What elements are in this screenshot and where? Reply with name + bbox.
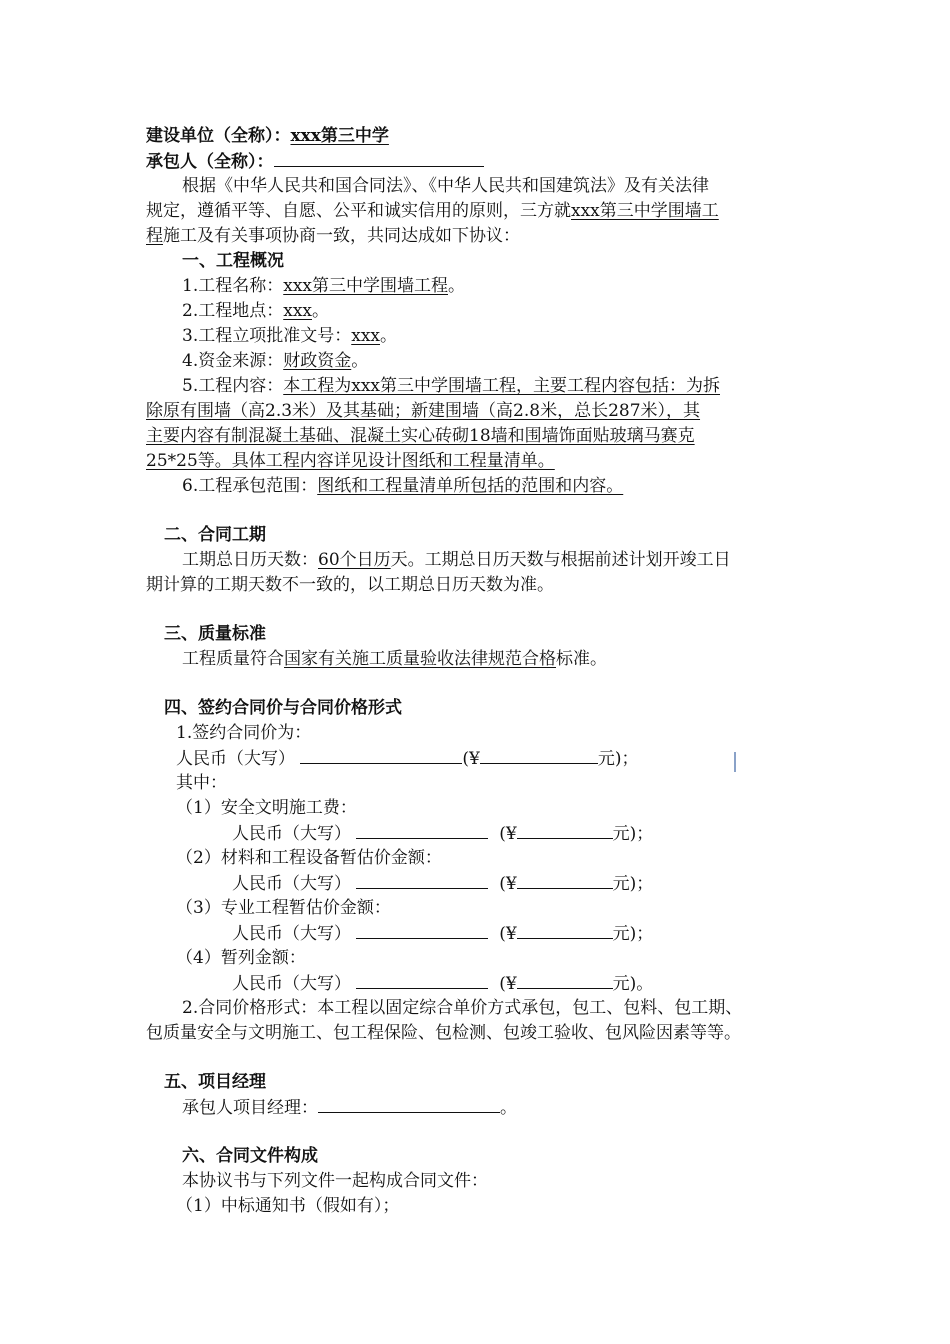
preamble-line-1: 根据《中华人民共和国合同法》、《中华人民共和国建筑法》及有关法律 <box>182 176 709 196</box>
item-label: 1.工程名称： <box>182 276 284 296</box>
s4-sub-4: （4）暂列金额： <box>176 948 306 968</box>
punct: 。 <box>380 326 397 346</box>
s6-item-1: （1）中标通知书（假如有）； <box>176 1196 400 1216</box>
quality-text-end: 标准。 <box>556 649 607 669</box>
s4-sub-3: （3）专业工程暂估价金额： <box>176 898 391 918</box>
preamble-line-2 <box>146 199 810 224</box>
safety-fee-words-blank[interactable] <box>356 821 488 839</box>
builder-line <box>146 124 810 149</box>
contractor-line <box>146 149 810 174</box>
rmb-label: 人民币（大写） <box>176 749 295 769</box>
section-6-title: 六、合同文件构成 <box>182 1146 318 1166</box>
s4-among: 其中： <box>176 773 227 793</box>
punct: 。 <box>351 351 369 371</box>
s1-item-5-line-2: 除原有围墙（高2.3米）及其基础；新建围墙（高2.8米，总长287米），其 <box>146 401 701 421</box>
s4-sub-2: （2）材料和工程设备暂估价金额： <box>176 848 442 868</box>
period-text: 天。工期总日历天数与根据前述计划开竣工日 <box>390 550 731 570</box>
s1-item-1 <box>146 274 810 299</box>
section-1-title: 一、工程概况 <box>182 251 284 271</box>
s1-item-5-line-3: 主要内容有制混凝土基础、混凝土实心砖砌18墙和围墙饰面贴玻璃马赛克 <box>146 426 695 446</box>
item-label: 4.资金来源： <box>182 351 284 371</box>
yen-open: (¥ <box>499 974 517 994</box>
location-value: xxx <box>283 301 312 321</box>
s4-price-label: 1.签约合同价为： <box>176 723 312 743</box>
material-estimate-number-blank[interactable] <box>517 871 613 889</box>
s1-item-5 <box>146 374 810 399</box>
total-amount-number-blank[interactable] <box>480 746 598 764</box>
builder-value: xxx第三中学 <box>290 126 389 146</box>
special-estimate-number-blank[interactable] <box>517 921 613 939</box>
item-label: 5.工程内容： <box>182 376 284 396</box>
fund-source-value: 财政资金 <box>283 351 352 371</box>
period-value: 60个日历 <box>318 550 391 570</box>
contract-document <box>146 124 810 1219</box>
s3-line <box>146 647 810 672</box>
s1-item-3 <box>146 324 810 349</box>
provisional-sum-number-blank[interactable] <box>517 971 613 989</box>
total-amount-words-blank[interactable] <box>300 746 462 764</box>
yen-open: (¥ <box>499 824 517 844</box>
s4-sub-1: （1）安全文明施工费： <box>176 798 357 818</box>
s1-item-5-line-4: 25*25等。具体工程内容详见设计图纸和工程量清单。 <box>146 451 555 471</box>
preamble-text: 规定，遵循平等、自愿、公平和诚实信用的原则，三方就 <box>146 201 571 221</box>
s2-line-2: 期计算的工期天数不一致的，以工期总日历天数为准。 <box>146 575 554 595</box>
project-manager-blank[interactable] <box>318 1095 500 1113</box>
s1-item-4 <box>146 349 810 374</box>
builder-label: 建设单位（全称）： <box>146 126 291 146</box>
rmb-label: 人民币（大写） <box>232 824 351 844</box>
s4-sub-2-price <box>146 871 810 896</box>
preamble-line-3 <box>146 224 810 249</box>
material-estimate-words-blank[interactable] <box>356 871 488 889</box>
yuan-close: 元)。 <box>612 974 654 994</box>
yuan-close: 元)； <box>612 824 654 844</box>
section-3-title: 三、质量标准 <box>164 624 266 644</box>
yen-open: (¥ <box>462 749 480 769</box>
rmb-label: 人民币（大写） <box>232 874 351 894</box>
s1-item-6 <box>146 474 810 499</box>
content-value: 本工程为xxx第三中学围墙工程，主要工程内容包括：为拆 <box>283 376 720 396</box>
s4-sub-1-price <box>146 821 810 846</box>
quality-text: 工程质量符合 <box>182 649 284 669</box>
yen-open: (¥ <box>499 874 517 894</box>
s2-line-1 <box>146 548 810 573</box>
s4-total-price-line <box>146 746 810 771</box>
section-4-title: 四、签约合同价与合同价格形式 <box>164 698 402 718</box>
project-name-value: xxx第三中学围墙工程 <box>283 276 448 296</box>
section-2-title: 二、合同工期 <box>164 525 266 545</box>
punct: 。 <box>312 301 329 321</box>
provisional-sum-words-blank[interactable] <box>356 971 488 989</box>
yuan-close: 元)； <box>612 874 654 894</box>
rmb-label: 人民币（大写） <box>232 974 351 994</box>
item-label: 2.工程地点： <box>182 301 284 321</box>
yuan-close: 元)； <box>597 749 639 769</box>
contractor-label: 承包人（全称）： <box>146 152 274 172</box>
punct: 。 <box>500 1098 517 1118</box>
item-label: 6.工程承包范围： <box>182 476 318 496</box>
yen-open: (¥ <box>499 924 517 944</box>
approval-number-value: xxx <box>351 326 380 346</box>
safety-fee-number-blank[interactable] <box>517 821 613 839</box>
special-estimate-words-blank[interactable] <box>356 921 488 939</box>
s4-sub-3-price <box>146 921 810 946</box>
s6-intro: 本协议书与下列文件一起构成合同文件： <box>182 1171 488 1191</box>
quality-standard-value: 国家有关施工质量验收法律规范合格 <box>284 649 556 669</box>
section-5-title: 五、项目经理 <box>164 1072 266 1092</box>
yuan-close: 元)； <box>612 924 654 944</box>
s1-item-2 <box>146 299 810 324</box>
item-label: 3.工程立项批准文号： <box>182 326 352 346</box>
s4-sub-4-price <box>146 971 810 996</box>
s4-form-line-1: 2.合同价格形式：本工程以固定综合单价方式承包，包工、包料、包工期、 <box>182 998 743 1018</box>
period-label: 工期总日历天数： <box>182 550 318 570</box>
pm-label: 承包人项目经理： <box>182 1098 318 1118</box>
s4-form-line-2: 包质量安全与文明施工、包工程保险、包检测、包竣工验收、包风险因素等等。 <box>146 1023 741 1043</box>
contractor-blank[interactable] <box>274 149 484 167</box>
punct: 。 <box>448 276 465 296</box>
preamble-text-end: 施工及有关事项协商一致，共同达成如下协议： <box>163 226 520 246</box>
preamble-project-name: xxx第三中学围墙工 <box>571 201 719 221</box>
scope-value: 图纸和工程量清单所包括的范围和内容。 <box>317 476 624 496</box>
preamble-project-name-end: 程 <box>146 226 163 246</box>
s5-pm-line <box>146 1095 810 1120</box>
rmb-label: 人民币（大写） <box>232 924 351 944</box>
text-cursor <box>734 752 736 772</box>
